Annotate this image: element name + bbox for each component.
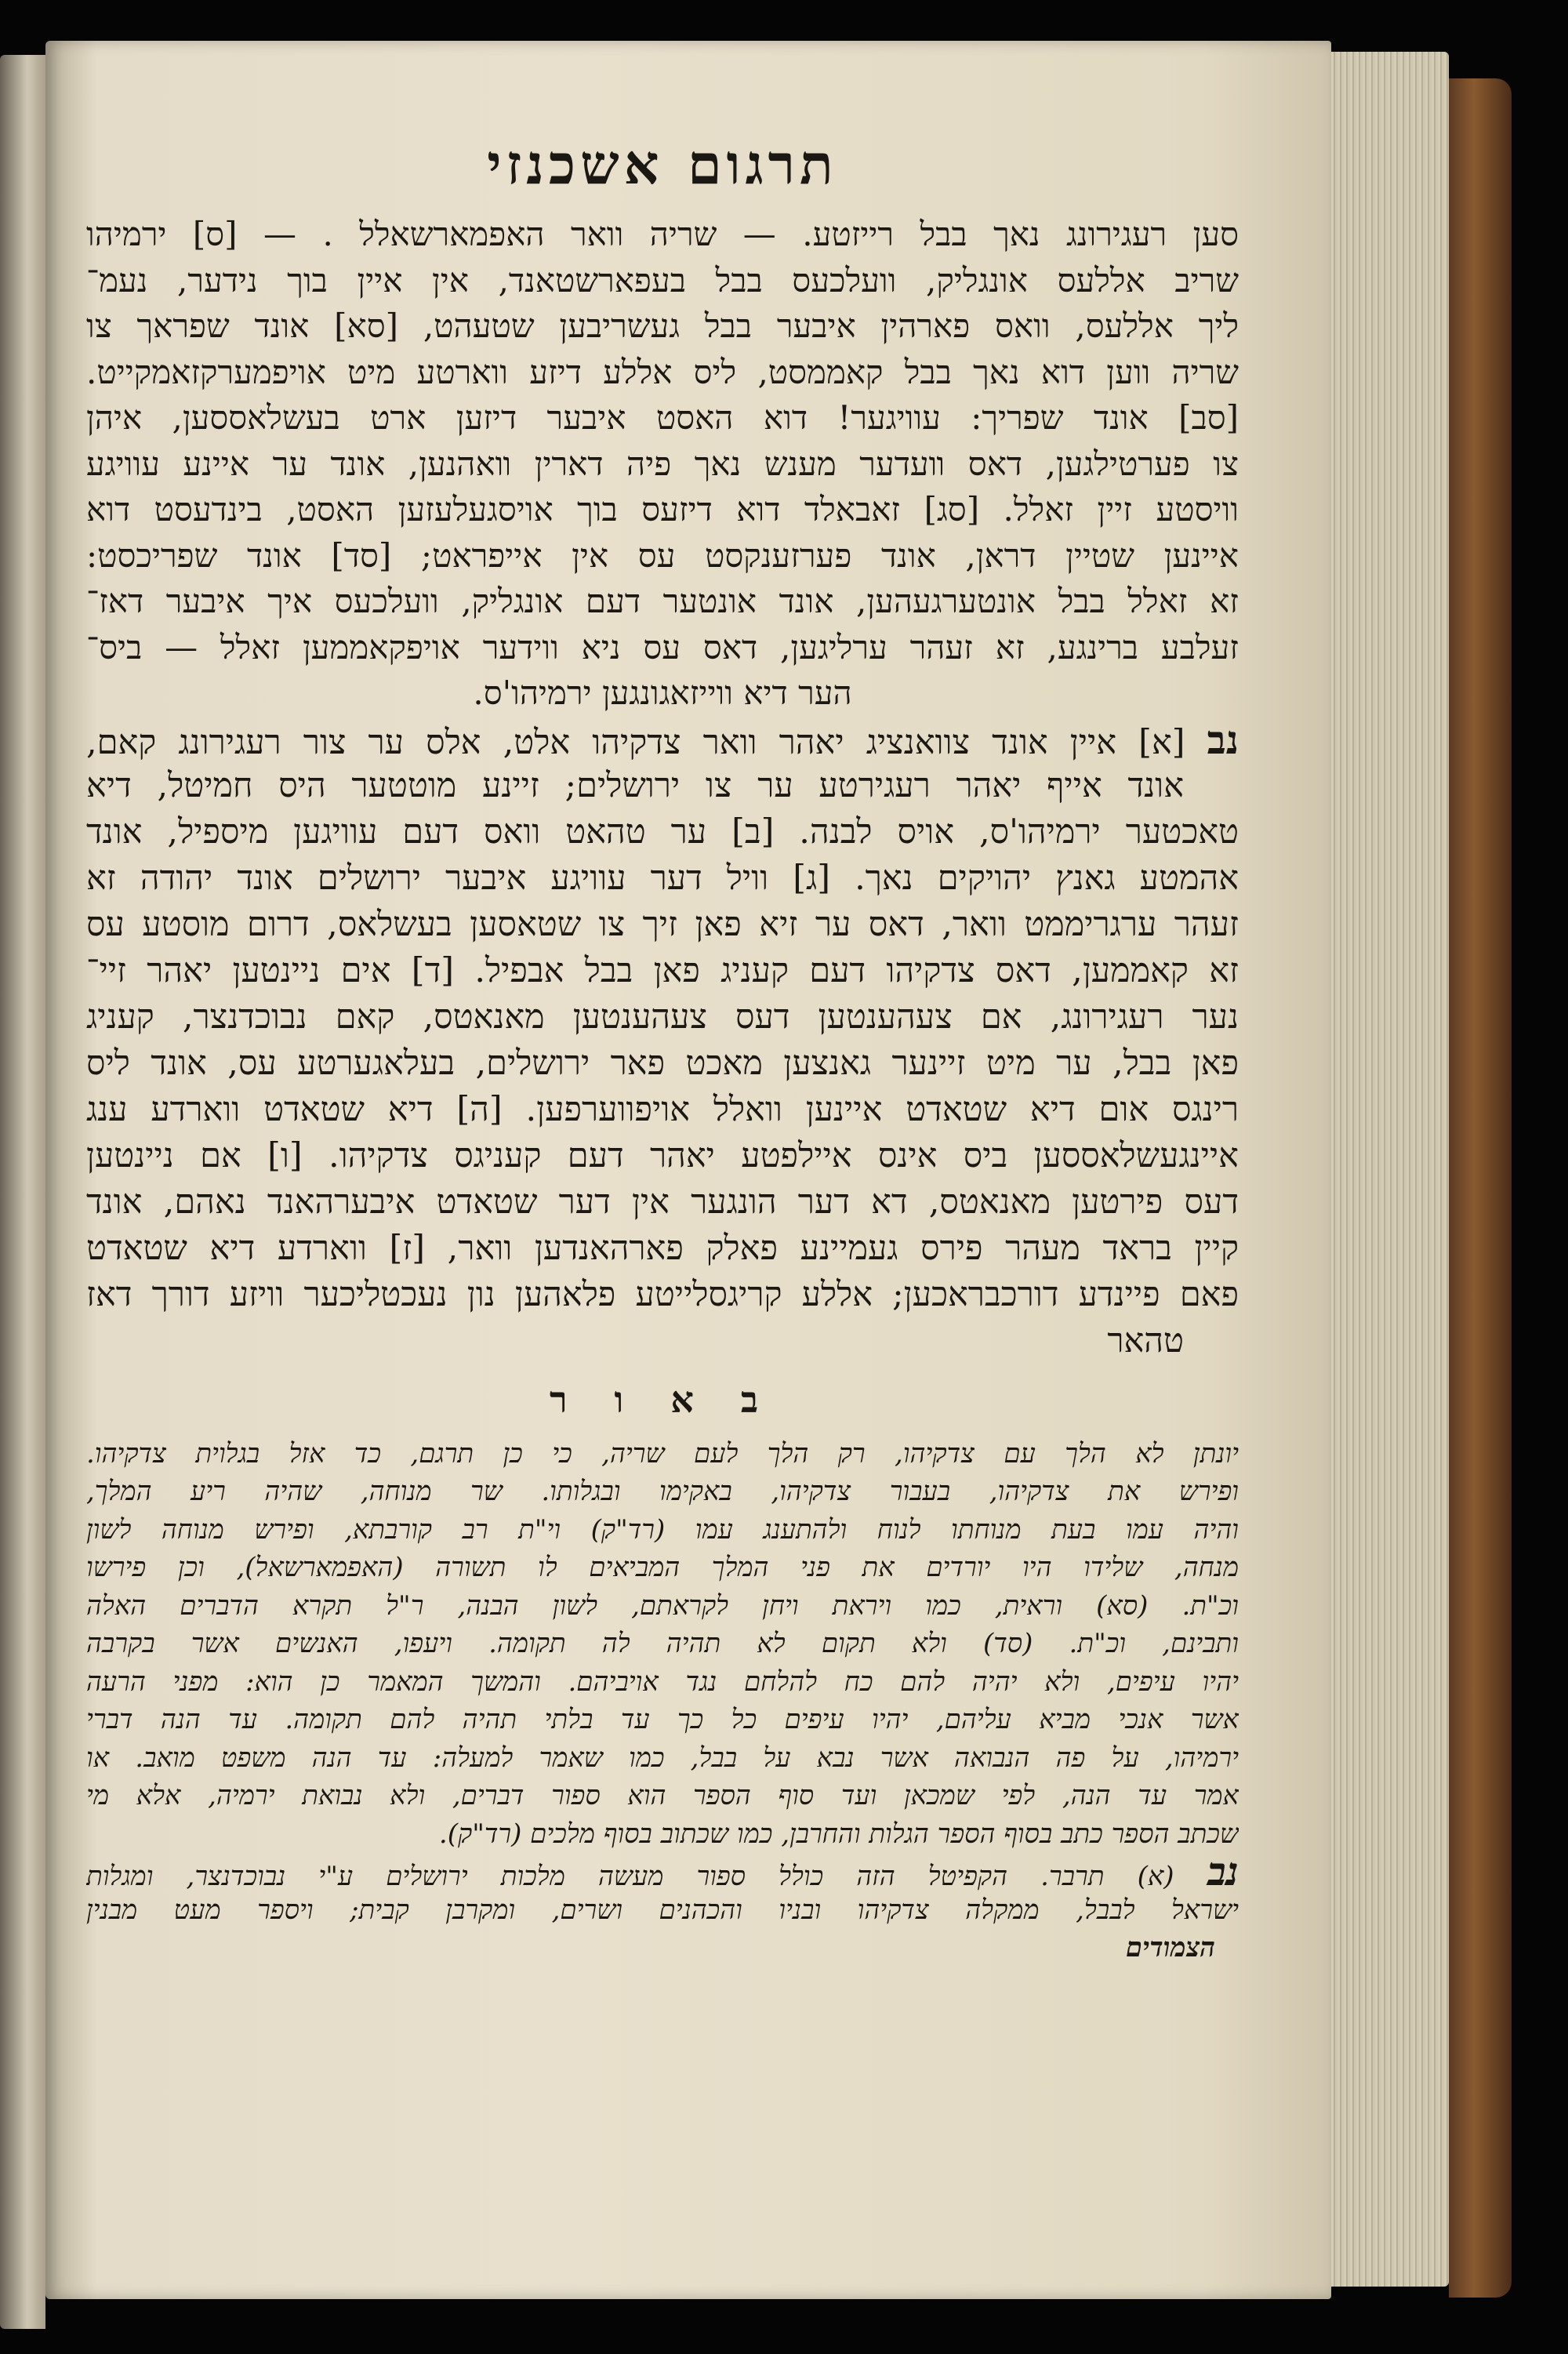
text-line: שריב אללעס אונגליק, וועלכעס בבל בעפארשטאנד, אין איין בוך נידער, נעמ־ — [86, 260, 1239, 300]
chapter-marker: נב — [1207, 716, 1239, 763]
commentary-line: וכ"ת. (סא) וראית, כמו ויראת ויחן לקראתם, לשון הבנה, ר"ל תקרא הדברים האלה — [86, 1589, 1239, 1622]
text-line: טאכטער ירמיהו'ס, אויס לבנה. [ב] ער טהאט וואס דעם עוויגען מיספיל, אונד — [86, 812, 1239, 852]
text-line: פאם פיינדע דורכבראכען; אללע קריגסלייטע פלאהען נון נעכטליכער וויזע דורך דאז — [86, 1274, 1239, 1314]
text-line: צו פערטילגען, דאס װעדער מענש נאך פיה דארין װאהנען, אונד ער איינע עוויגע — [86, 444, 1239, 483]
text-line: אונד אייף יאהר רעגירטע ער צו ירושלים; זיינע מוטטער היס חמיטל, דיא — [86, 765, 1184, 805]
text-line: [א] איין אונד צוואנציג יאהר וואר צדקיהו אלט, אלס ער צור רעגירונג קאם, — [86, 722, 1185, 762]
text-line: זא זאלל בבל אונטערגעהען, אונד אונטער דעם אונגליק, וועלכעס איך איבער דאז־ — [86, 582, 1239, 620]
commentary-line: יהיו עיפים, ולא יהיה להם כח להלחם נגד אויביהם. והמשך המאמר כן הוא: מפני הרעה — [86, 1666, 1239, 1698]
text-line: וויסטע זיין זאלל. [סג] זאבאלד דוא דיזעס בוך אויסגעלעזען האסט, בינדעסט דוא — [86, 490, 1239, 529]
commentary-chapter-marker: נב — [1207, 1853, 1239, 1891]
page-edges — [1331, 52, 1449, 2287]
text-line: [סב] אונד שפריך: עוויגער! דוא האסט איבער דיזען ארט בעשלאססען, איהן — [86, 398, 1239, 437]
commentary-line: (א) תרבר. הקפיטל הזה כולל ספור מעשה מלכות ירושלים ע"י נבוכדנצר, ומגלות — [86, 1861, 1174, 1891]
text-line: איינגעשלאססען ביס אינס איילפטע יאהר דעם קעניגס צדקיהו. [ו] אם ניינטען — [86, 1135, 1239, 1175]
commentary-heading: ב א ו ר — [549, 1378, 776, 1421]
translation-block-chapter — [86, 717, 1239, 1364]
page-content — [86, 118, 1239, 2250]
commentary-line: ירמיהו, על פה הנבואה אשר נבא על בבל, כמו שאמר למעלה: עד הנה משפט מואב. או — [86, 1742, 1239, 1774]
commentary-line: אמר עד הנה, לפי שמכאן ועד סוף הספר הוא ספור דברים, ולא נבואת ירמיה, אלא מי — [86, 1780, 1239, 1811]
text-line: איינען שטיין דראן, אונד פערזענקסט עס אין אייפראט; [סד] אונד שפריכסט: — [86, 536, 1239, 575]
commentary-line: ופירש את צדקיהו, בעבור צדקיהו, באקימו ובגלותו. שר מנוחה, שהיה ריע המלך, — [86, 1476, 1239, 1507]
text-line: רינגס אום דיא שטאדט איינען וואלל אויפווערפען. [ה] דיא שטאדט ווארדע ענג — [86, 1089, 1239, 1129]
text-line: זא קאממען, דאס צדקיהו דעם קעניג פאן בבל אבפיל. [ד] אים ניינטען יאהר זיי־ — [86, 950, 1239, 990]
running-header: תרגום אשכנזי — [487, 132, 838, 197]
text-line: ליך אללעס, וואס פארהין איבער בבל געשריבען שטעהט, [סא] אונד שפראך צו — [86, 307, 1239, 345]
text-line: נער רעגירונג, אם צעהענטען דעס צעהענטען מאנאטס, קאם נבוכדנצר, קעניג — [86, 997, 1239, 1037]
left-page-edge — [0, 55, 45, 2329]
text-line: זעהר ערגריממט וואר, דאס ער זיא פאן זיך צו שטאסען בעשלאס, דרום מוסטע עס — [86, 904, 1239, 944]
book-cover-edge — [1449, 78, 1512, 2298]
text-line: פאן בבל, ער מיט זיינער גאנצען מאכט פאר ירושלים, בעלאגערטע עס, אונד ליס — [86, 1043, 1239, 1083]
text-line: זעלבע ברינגע, זא זעהר ערליגען, דאס עס ניא ווידער אויפקאממען זאלל — ביס־ — [86, 627, 1239, 667]
commentary-line: שכתב הספר כתב בסוף הספר הגלות והחרבן, כמו שכתוב בסוף מלכים (רד"ק). — [438, 1818, 1239, 1850]
commentary-line: אשר אנכי מביא עליהם, יהיו עיפים כל כך עד בלתי תהיה להם תקומה. עד הנה דברי — [86, 1704, 1239, 1735]
text-line: הער דיא ווייזאגונגען ירמיהו'ס. — [473, 674, 852, 712]
text-line: סען רעגירונג נאך בבל רייזטע. — שריה וואר האפמארשאלל . — [ס] ירמיהו — [86, 215, 1239, 253]
commentary-block — [86, 1435, 1239, 1967]
commentary-line: ישראל לבבל, ממקלה צדקיהו ובניו והכהנים ושרים, ומקרבן קבית; ויספר מעט מבנין — [86, 1894, 1239, 1926]
text-line: קיין בראד מעהר פירס געמיינע פאלק פארהאנדען וואר, [ז] ווארדע דיא שטאדט — [86, 1228, 1239, 1268]
commentary-line: יונתן לא הלך עם צדקיהו, רק הלך לעם שריה, כי כן תרגם, כד אזל בגלוית צדקיהו. — [86, 1437, 1239, 1469]
text-line: אהמטע גאנץ יהויקים נאך. [ג] וויל דער עוויגע איבער ירושלים אונד יהודה זא — [86, 858, 1239, 898]
catchword: הצמודים — [1126, 1932, 1215, 1963]
text-line: דעס פירטען מאנאטס, דא דער הונגער אין דער שטאדט איבערהאנד נאהם, אונד — [86, 1182, 1239, 1222]
commentary-line: ותבינם, וכ"ת. (סד) ולא תקום לא תהיה לה תקומה. ויעפו, האנשים אשר בקרבה — [86, 1628, 1239, 1659]
commentary-line: והיה עמו בעת מנוחתו לנוח ולהתענג עמו (רד"ק) וי"ת רב קורבתא, ופירש מנוחה לשון — [86, 1513, 1239, 1546]
translation-block-continued — [86, 212, 1239, 717]
text-line: טהאר — [1107, 1320, 1184, 1360]
text-line: שריה ווען דוא נאך בבל קאממסט, ליס אללע דיזע ווארטע מיט אויפמערקזאמקייט. — [86, 352, 1239, 391]
commentary-line: מנחה, שלידו היו יורדים את פני המלך המביאים לו תשורה (האפמארשאל), וכן פירשו — [86, 1552, 1239, 1583]
